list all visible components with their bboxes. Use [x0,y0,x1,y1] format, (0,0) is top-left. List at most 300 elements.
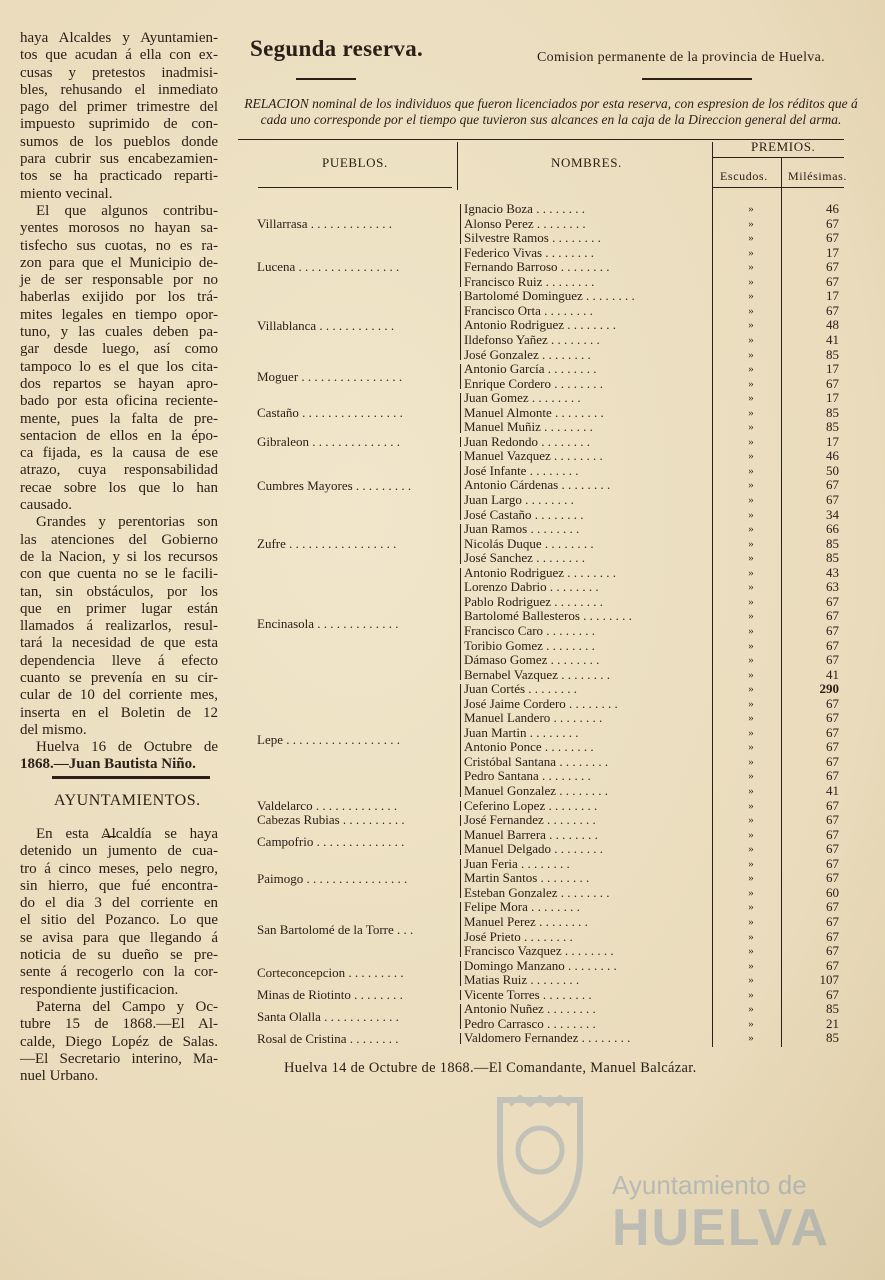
table-row [0,1002,885,1017]
header-divider-1 [457,142,458,190]
escudos-value: » [748,581,754,594]
text-line: causado. [20,497,73,514]
table-row [0,289,885,304]
escudos-value: » [748,755,754,768]
recipient-name: Antonio Rodriguez . . . . . . . . [464,317,617,333]
escudos-value: » [748,741,754,754]
text-line: impuesto suprimido de con- [20,116,218,133]
milesimas-value: 46 [826,448,839,464]
relacion-intro [236,96,866,128]
milesimas-value: 67 [826,986,839,1002]
table-row [0,886,885,901]
header-pueblos: PUEBLOS. [322,155,388,170]
table-row [0,566,885,581]
table-row [0,697,885,712]
pueblo-name: Lepe . . . . . . . . . . . . . . . . . . [257,732,400,748]
milesimas-value: 85 [826,535,839,551]
escudos-value: » [748,450,754,463]
watermark-line-1: Ayuntamiento de [612,1170,807,1200]
escudos-value: » [748,537,754,550]
text-line: sin hierro, que fué encontra- [20,877,218,894]
recipient-name: Juan Gomez . . . . . . . . [464,390,581,406]
group-brace [460,451,461,520]
milesimas-value: 67 [826,855,839,871]
footer-signature: Huelva 14 de Octubre de 1868.—El Comandante, Manuel Balcázar. [284,1060,697,1076]
text-line: cuanto se prevenía en su cir- [20,669,218,686]
table-row [0,548,885,566]
commission-heading: Comision permanente de la provincia de Huelva. [537,50,825,65]
group-brace [460,364,461,389]
table-row [0,828,885,843]
milesimas-value: 85 [826,550,839,566]
text-line: nuel Urbano. [20,1068,99,1085]
recipient-name: Antonio Ponce . . . . . . . . [464,739,594,755]
escudos-value: » [748,828,754,841]
recipient-name: Alonso Perez . . . . . . . . [464,215,586,231]
text-line: —El Secretario interino, Ma- [20,1050,218,1067]
milesimas-value: 67 [826,943,839,959]
text-line: sente á recogerlo con la cor- [20,964,218,981]
page-title: Segunda reserva. [250,36,424,61]
text-line: tan, sin obstáculos, por los [20,583,218,600]
recipient-name: Cristóbal Santana . . . . . . . . [464,753,609,769]
group-brace [460,524,461,564]
recipient-name: Nicolás Duque . . . . . . . . [464,535,594,551]
milesimas-value: 67 [826,593,839,609]
escudos-value: » [748,406,754,419]
table-row [0,333,885,348]
table-row [0,799,885,814]
header-premios: PREMIOS. [751,139,816,154]
group-brace [460,1004,461,1029]
milesimas-value: 67 [826,841,839,857]
escudos-value: » [748,523,754,536]
escudos-value: » [748,770,754,783]
recipient-name: Toribio Gomez . . . . . . . . [464,637,595,653]
escudos-value: » [748,421,754,434]
milesimas-value: 17 [826,244,839,260]
pueblo-name: Lucena . . . . . . . . . . . . . . . . [257,259,400,275]
escudos-value: » [748,974,754,987]
text-line: haberlas exijido por los trá- [20,289,218,306]
text-line: tos que acudan á ella con ex- [20,47,218,64]
table-row [0,246,885,261]
escudos-value: » [748,333,754,346]
milesimas-value: 41 [826,666,839,682]
table-row [0,784,885,799]
recipient-name: Pablo Rodriguez . . . . . . . . [464,593,604,609]
pueblo-name: Corteconcepcion . . . . . . . . . [257,965,404,981]
text-line: sentacion de ellos en la épo- [20,427,218,444]
recipient-name: Bartolomé Ballesteros . . . . . . . . [464,608,632,624]
text-line: pago del primer trimestre del [20,99,218,116]
table-row [0,478,885,493]
text-line: mente, pues la falta de pre- [20,410,218,427]
milesimas-value: 67 [826,753,839,769]
escudos-value: » [748,814,754,827]
milesimas-value: 85 [826,419,839,435]
milesimas-value: 85 [826,404,839,420]
milesimas-value: 67 [826,768,839,784]
recipient-name: Juan Ramos . . . . . . . . [464,521,580,537]
recipient-name: Vicente Torres . . . . . . . . [464,986,592,1002]
text-line: bado por esta oficina reciente- [20,393,218,410]
pueblo-name: Rosal de Cristina . . . . . . . . [257,1030,399,1046]
milesimas-value: 107 [819,972,839,988]
milesimas-value: 46 [826,201,839,216]
milesimas-value: 21 [826,1015,839,1031]
milesimas-value: 41 [826,331,839,347]
table-row [0,915,885,930]
text-line: ca fijada, es la causa de ese [20,445,218,462]
pueblo-name: Encinasola . . . . . . . . . . . . . [257,615,399,631]
escudos-value: » [748,886,754,899]
table-row [0,202,885,217]
group-brace [460,291,461,360]
table-row [0,508,885,523]
group-brace [460,990,461,1001]
text-line: recae sobre los que lo han [20,479,218,496]
table-row [0,930,885,945]
recipient-name: Federico Vivas . . . . . . . . [464,244,595,260]
text-line: tos se ha practicado reparti- [20,168,218,185]
table-row [0,580,885,595]
escudos-value: » [748,872,754,885]
text-line: do el dia 3 del corriente en [20,895,218,912]
table-row [0,348,885,363]
milesimas-value: 67 [826,899,839,915]
table-row [0,609,885,624]
milesimas-value: 43 [826,564,839,580]
recipient-name: Bartolomé Dominguez . . . . . . . . [464,288,635,304]
table-row [0,362,885,377]
table-row [0,377,885,392]
escudos-value: » [748,610,754,623]
milesimas-value: 67 [826,637,839,653]
escudos-value: » [748,494,754,506]
milesimas-value: 85 [826,346,839,362]
table-row [0,391,885,406]
text-line: cular de 10 del corriente mes, [20,687,218,704]
text-line: je de ser responsable por no [20,272,218,289]
text-line: detenido un jumento de cua- [20,843,218,860]
escudos-value: » [748,290,754,303]
pueblo-name: Minas de Riotinto . . . . . . . . [257,986,403,1002]
recipient-name: Juan Redondo . . . . . . . . [464,433,591,449]
milesimas-value: 41 [826,783,839,798]
table-row [0,449,885,464]
escudos-value: » [748,377,754,390]
milesimas-value: 67 [826,492,839,507]
text-line: miento vecinal. [20,185,113,202]
escudos-value: » [748,479,754,492]
recipient-name: Juan Martin . . . . . . . . [464,724,579,740]
escudos-value: » [748,785,754,797]
milesimas-value: 34 [826,506,839,522]
recipient-name: Ignacio Boza . . . . . . . . [464,201,585,216]
table-row [0,1031,885,1046]
text-line: tisfecho sus cuotas, no es ra- [20,237,218,254]
table-row [0,740,885,755]
ornament-left [296,78,356,80]
text-line: cusas y pretestos inadmisi- [20,64,218,81]
table-row [0,857,885,872]
milesimas-value: 67 [826,797,839,813]
text-line: para cubrir sus encabezamien- [20,151,218,168]
table-row [0,435,885,450]
recipient-name: Silvestre Ramos . . . . . . . . [464,230,601,246]
escudos-value: » [748,1032,754,1045]
text-line: el sitio del Pozanco. Lo que [20,912,218,929]
escudos-value: » [748,319,754,332]
recipient-name: José Castaño . . . . . . . . [464,506,584,522]
recipient-name: Matias Ruiz . . . . . . . . [464,972,580,988]
recipient-name: Fernando Barroso . . . . . . . . [464,259,610,275]
recipient-name: Domingo Manzano . . . . . . . . [464,957,617,973]
header-milesimas: Milésimas. [788,169,847,183]
text-line: del mismo. [20,721,87,738]
milesimas-value: 67 [826,477,839,493]
recipient-name: Manuel Muñiz . . . . . . . . [464,419,593,435]
table-row [0,755,885,770]
text-line: En esta Alcaldía se haya [36,826,218,842]
recipient-name: Lorenzo Dabrio . . . . . . . . [464,579,599,595]
recipient-name: Antonio Rodriguez . . . . . . . . [464,564,617,580]
table-row [0,668,885,683]
table-row [0,900,885,915]
header-nombres: NOMBRES. [551,155,622,170]
ornament-right [642,78,752,80]
escudos-value: » [748,275,754,288]
escudos-value: » [748,857,754,870]
escudos-value: » [748,988,754,1001]
recipient-name: Ildefonso Yañez . . . . . . . . [464,331,600,347]
pueblo-name: Villarrasa . . . . . . . . . . . . . [257,215,392,231]
text-line: las atenciones del Gobierno [20,531,218,548]
milesimas-value: 17 [826,288,839,304]
text-line: tro á cinco meses, pelo negro, [20,860,218,877]
text-line: que en primer lugar están [20,600,218,617]
escudos-value: » [748,901,754,914]
milesimas-value: 60 [826,884,839,900]
recipient-name: José Gonzalez . . . . . . . . [464,346,591,362]
pueblo-name: Zufre . . . . . . . . . . . . . . . . . [257,535,397,551]
milesimas-value: 290 [819,681,839,697]
relacion-line-1: RELACION nominal de los individuos que fueron licenciados por esta reserva, con espresion de los réditos que á [244,96,858,111]
table-row [0,260,885,275]
escudos-value: » [748,639,754,652]
escudos-value: » [748,304,754,317]
milesimas-value: 67 [826,608,839,624]
text-line: atrazo, cuya responsabilidad [20,462,218,479]
milesimas-value: 67 [826,259,839,275]
milesimas-value: 66 [826,521,839,537]
recipient-name: Francisco Caro . . . . . . . . [464,622,596,638]
milesimas-value: 67 [826,273,839,289]
table-row [0,973,885,988]
table-row [0,842,885,857]
milesimas-value: 67 [826,812,839,828]
escudos-value: » [748,799,754,812]
milesimas-value: 67 [826,375,839,391]
pueblo-name: Paimogo . . . . . . . . . . . . . . . . [257,870,408,886]
watermark-line-2: HUELVA [612,1199,831,1257]
text-line: llamados á realizarlos, resul- [20,618,218,635]
escudos-value: » [748,566,754,579]
section-title-ayuntamientos: AYUNTAMIENTOS. [54,792,201,809]
text-line: zon para que el Municipio de- [20,254,218,271]
table-row [0,988,885,1003]
escudos-value: » [748,363,754,376]
escudos-value: » [748,915,754,928]
escudos-value: » [748,1003,754,1016]
table-row [0,406,885,421]
table-row [0,944,885,959]
milesimas-value: 67 [826,928,839,944]
table-row [0,624,885,639]
milesimas-value: 67 [826,826,839,842]
milesimas-value: 17 [826,433,839,449]
milesimas-value: 67 [826,724,839,740]
group-brace [460,248,461,288]
escudos-value: » [748,435,754,448]
recipient-name: Martin Santos . . . . . . . . [464,870,590,886]
pueblo-name: Moguer . . . . . . . . . . . . . . . . [257,368,403,384]
pueblo-name: Villablanca . . . . . . . . . . . . [257,317,395,333]
table-row [0,726,885,741]
escudos-value: » [748,712,754,725]
escudos-value: » [748,945,754,958]
table-row [0,318,885,333]
text-line: respondiente justificacion. [20,981,179,998]
table-row [0,231,885,246]
group-brace [460,684,461,796]
group-brace [460,393,461,433]
relacion-line-2: cada uno corresponde por el tiempo que tuvieron sus alcances en la caja de la Direccion general del arma. [260,112,842,127]
table-row [0,682,885,697]
escudos-value: » [748,726,754,739]
text-line: mites legales en tiempo opor- [20,306,218,323]
milesimas-value: 85 [826,1030,839,1046]
recipient-name: Bernabel Vazquez . . . . . . . . [464,666,610,682]
milesimas-value: 63 [826,579,839,595]
recipient-name: Valdomero Fernandez . . . . . . . . [464,1030,631,1046]
milesimas-value: 50 [826,462,839,478]
text-line: sumos de los pueblos donde [20,133,218,150]
escudos-value: » [748,697,754,710]
group-brace [460,204,461,244]
escudos-value: » [748,930,754,943]
group-brace [460,815,461,826]
milesimas-value: 67 [826,870,839,886]
group-brace [460,568,461,680]
premios-bottom-rule [712,187,844,188]
recipient-name: Ceferino Lopez . . . . . . . . [464,797,598,813]
text-line: dependencia lleve á efecto [20,652,218,669]
table-row [0,595,885,610]
text-line: calde, Diego Lopéz de Salas. [20,1033,218,1050]
table-row [0,653,885,668]
escudos-value: » [748,203,754,215]
milesimas-value: 67 [826,710,839,726]
escudos-value: » [748,552,754,565]
recipient-name: Antonio Cárdenas . . . . . . . . [464,477,611,493]
text-line: se avisa para que llegando á [20,929,218,946]
recipient-name: Manuel Perez . . . . . . . . [464,913,588,929]
pueblos-rule [258,187,452,188]
recipient-name: Francisco Orta . . . . . . . . [464,302,593,318]
recipient-name: Manuel Almonte . . . . . . . . [464,404,604,420]
table-row [0,871,885,886]
recipient-name: Francisco Vazquez . . . . . . . . [464,943,614,959]
recipient-name: Juan Largo . . . . . . . . [464,492,574,507]
recipient-name: José Infante . . . . . . . . [464,462,579,478]
pueblo-name: Cumbres Mayores . . . . . . . . . [257,477,412,493]
text-line: tará la necesidad de que esta [20,635,218,652]
recipient-name: José Fernandez . . . . . . . . [464,812,596,828]
premios-rule [712,157,844,158]
milesimas-value: 67 [826,215,839,231]
pueblo-name: San Bartolomé de la Torre . . . [257,921,414,937]
milesimas-value: 67 [826,913,839,929]
escudos-value: » [748,246,754,259]
recipient-name: Esteban Gonzalez . . . . . . . . [464,884,610,900]
escudos-value: » [748,464,754,477]
escudos-value: » [748,217,754,230]
group-brace [460,961,461,986]
table-row [0,639,885,654]
table-row [0,537,885,552]
pueblo-name: Gibraleon . . . . . . . . . . . . . . [257,434,400,450]
escudos-value: » [748,232,754,245]
text-line: haya Alcaldes y Ayuntamien- [20,30,218,46]
table-row [0,769,885,784]
escudos-value: » [748,843,754,856]
text-line: de la Nacion, y si los recursos [20,548,218,565]
recipient-name: Francisco Ruiz . . . . . . . . [464,273,595,289]
milesimas-value: 67 [826,622,839,638]
text-line: El que algunos contribu- [36,202,218,219]
milesimas-value: 67 [826,652,839,668]
escudos-value: » [748,348,754,361]
group-brace [460,830,461,855]
table-row [0,1017,885,1032]
escudos-value: » [748,595,754,608]
escudos-value: » [748,683,754,696]
text-line: tampoco lo es el que los cita- [20,358,218,375]
escudos-value: » [748,392,754,405]
milesimas-value: 67 [826,230,839,246]
text-line: noticia de su dueño se pre- [20,947,218,964]
text-line: inserta en el Boletin de 12 [20,704,218,721]
group-brace [460,859,461,899]
escudos-value: » [748,959,754,972]
milesimas-value: 17 [826,390,839,406]
milesimas-value: 67 [826,695,839,711]
paragraph-consumos [20,30,218,203]
text-line: con que cuenta no se le facili- [20,566,218,583]
escudos-value: » [748,261,754,274]
group-brace [460,801,461,812]
milesimas-value: 85 [826,1001,839,1017]
recipient-name: Enrique Cordero . . . . . . . . [464,375,604,391]
recipient-name: Dámaso Gomez . . . . . . . . [464,652,600,668]
table-row [0,275,885,290]
recipient-name: Antonio Nuñez . . . . . . . . [464,1001,596,1017]
recipient-name: Manuel Barrera . . . . . . . . [464,826,598,842]
recipient-name: Manuel Delgado . . . . . . . . [464,841,604,857]
table-row [0,813,885,828]
